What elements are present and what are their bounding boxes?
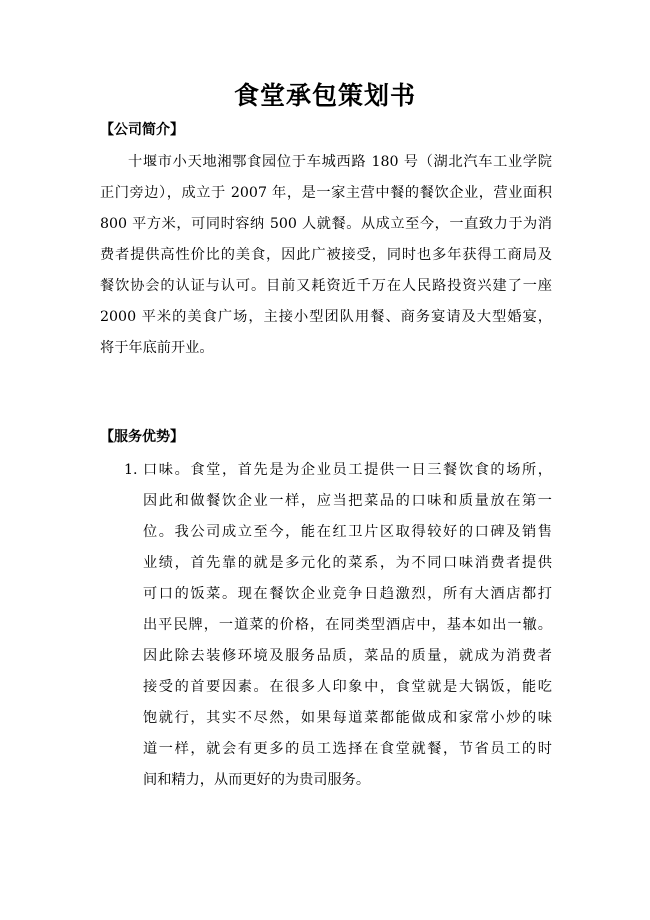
list-item-line: 因此除去装修环境及服务品质，菜品的质量，就成为消费者	[143, 648, 552, 664]
list-item-line: 道一样，就会有更多的员工选择在食堂就餐，节省员工的时	[143, 741, 552, 757]
service-advantage-list-item	[143, 455, 552, 796]
list-item-line: 口味。食堂，首先是为企业员工提供一日三餐饮食的场所，	[143, 462, 552, 478]
paragraph-line: 2000 平米的美食广场，主接小型团队用餐、商务宴请及大型婚宴，	[100, 309, 552, 325]
list-item-line: 出平民牌，一道菜的价格，在同类型酒店中，基本如出一辙。	[143, 617, 552, 633]
section-heading-service-advantages: 【服务优势】	[100, 429, 184, 445]
list-item-line: 业绩，首先靠的就是多元化的菜系，为不同口味消费者提供	[143, 555, 552, 571]
section-heading-company-intro: 【公司简介】	[100, 122, 184, 138]
paragraph-line: 将于年底前开业。	[100, 340, 214, 356]
paragraph-line: 800 平方米，可同时容纳 500 人就餐。从成立至今，一直致力于为消	[100, 216, 552, 232]
list-item-line: 接受的首要因素。在很多人印象中，食堂就是大锅饭，能吃	[143, 679, 552, 695]
paragraph-line: 正门旁边），成立于 2007 年，是一家主营中餐的餐饮企业，营业面积	[100, 185, 552, 201]
list-item-number: 1.	[124, 462, 138, 478]
list-item-line: 因此和做餐饮企业一样，应当把菜品的口味和质量放在第一	[143, 493, 552, 509]
list-item-line: 饱就行，其实不尽然，如果每道菜都能做成和家常小炒的味	[143, 710, 552, 726]
company-intro-paragraph	[100, 147, 552, 364]
list-item-line: 位。我公司成立至今，能在红卫片区取得较好的口碑及销售	[143, 524, 552, 540]
paragraph-line: 餐饮协会的认证与认可。目前又耗资近千万在人民路投资兴建了一座	[100, 278, 552, 294]
list-item-line: 可口的饭菜。现在餐饮企业竞争日趋激烈，所有大酒店都打	[143, 586, 552, 602]
list-item-line: 间和精力，从而更好的为贵司服务。	[143, 772, 371, 788]
paragraph-line: 十堰市小天地湘鄂食园位于车城西路 180 号（湖北汽车工业学院	[128, 154, 552, 170]
document-title: 食堂承包策划书	[233, 81, 416, 110]
paragraph-line: 费者提供高性价比的美食，因此广被接受，同时也多年获得工商局及	[100, 247, 552, 263]
